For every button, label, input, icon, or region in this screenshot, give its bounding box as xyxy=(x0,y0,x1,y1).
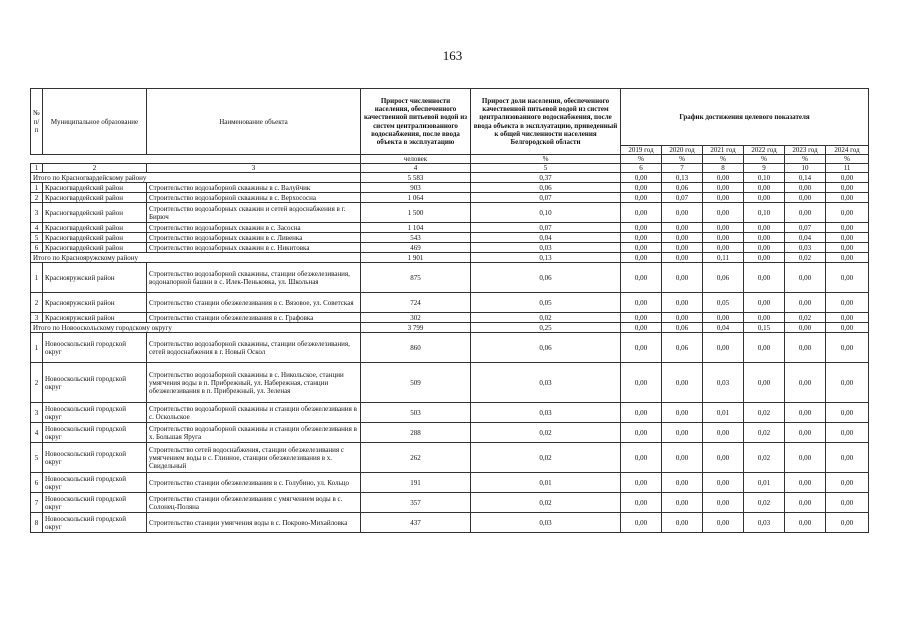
year-value-cell: 0,00 xyxy=(744,313,785,323)
year-value-cell: 0,00 xyxy=(785,333,826,363)
population-increase-cell: 262 xyxy=(361,443,471,473)
year-value-cell: 0,00 xyxy=(785,423,826,443)
year-header: 2023 год xyxy=(785,146,826,155)
row-number: 7 xyxy=(31,493,43,513)
year-header: 2021 год xyxy=(703,146,744,155)
year-value-cell: 0,00 xyxy=(621,173,662,183)
share-increase-cell: 0,06 xyxy=(471,183,621,193)
year-value-cell: 0,00 xyxy=(744,223,785,233)
year-value-cell: 0,10 xyxy=(744,173,785,183)
year-value-cell: 0,00 xyxy=(662,403,703,423)
year-value-cell: 0,00 xyxy=(662,293,703,313)
year-value-cell: 0,00 xyxy=(703,313,744,323)
object-cell: Строительство сетей водоснабжения, станции обезжелезивания с умягчением воды в с. Глинное, станции обезжелезивания в х. Свидельный xyxy=(147,443,361,473)
municipality-cell: Новооскольский городской округ xyxy=(43,423,147,443)
year-value-cell: 0,00 xyxy=(621,443,662,473)
column-number: 4 xyxy=(361,164,471,173)
municipality-cell: Новооскольский городской округ xyxy=(43,473,147,493)
year-value-cell: 0,00 xyxy=(826,193,869,203)
year-value-cell: 0,00 xyxy=(703,203,744,223)
year-value-cell: 0,00 xyxy=(662,513,703,533)
share-increase-cell: 0,02 xyxy=(471,423,621,443)
row-number: 5 xyxy=(31,443,43,473)
population-increase-cell: 503 xyxy=(361,403,471,423)
year-value-cell: 0,00 xyxy=(785,493,826,513)
year-value-cell: 0,00 xyxy=(703,513,744,533)
population-increase-cell: 875 xyxy=(361,263,471,293)
year-value-cell: 0,00 xyxy=(703,233,744,243)
year-value-cell: 0,00 xyxy=(662,313,703,323)
share-increase-cell: 0,06 xyxy=(471,263,621,293)
year-value-cell: 0,00 xyxy=(744,293,785,313)
year-value-cell: 0,00 xyxy=(826,443,869,473)
share-increase-cell: 0,06 xyxy=(471,333,621,363)
population-increase-cell: 1 901 xyxy=(361,253,471,263)
municipality-cell: Новооскольский городской округ xyxy=(43,333,147,363)
year-value-cell: 0,00 xyxy=(662,473,703,493)
year-value-cell: 0,00 xyxy=(662,243,703,253)
population-increase-cell: 1 500 xyxy=(361,203,471,223)
year-value-cell: 0,00 xyxy=(744,263,785,293)
year-header: 2020 год xyxy=(662,146,703,155)
row-number: 6 xyxy=(31,473,43,493)
page-number: 163 xyxy=(442,48,463,63)
year-value-cell: 0,00 xyxy=(662,233,703,243)
year-value-cell: 0,00 xyxy=(662,253,703,263)
year-value-cell: 0,00 xyxy=(703,193,744,203)
year-value-cell: 0,00 xyxy=(826,263,869,293)
year-value-cell: 0,00 xyxy=(826,313,869,323)
population-increase-cell: 903 xyxy=(361,183,471,193)
column-number: 1 xyxy=(31,164,43,173)
municipality-cell: Красногвардейский район xyxy=(43,233,147,243)
year-value-cell: 0,00 xyxy=(703,473,744,493)
year-value-cell: 0,00 xyxy=(703,183,744,193)
year-value-cell: 0,00 xyxy=(621,243,662,253)
population-increase-cell: 191 xyxy=(361,473,471,493)
municipality-cell: Красногвардейский район xyxy=(43,193,147,203)
year-value-cell: 0,00 xyxy=(621,233,662,243)
year-value-cell: 0,00 xyxy=(826,293,869,313)
table-row xyxy=(31,403,869,423)
table-row xyxy=(31,333,869,363)
share-increase-cell: 0,01 xyxy=(471,473,621,493)
population-increase-cell: 302 xyxy=(361,313,471,323)
population-increase-cell: 3 799 xyxy=(361,323,471,333)
year-value-cell: 0,00 xyxy=(703,243,744,253)
year-value-cell: 0,00 xyxy=(621,493,662,513)
year-value-cell: 0,00 xyxy=(621,423,662,443)
share-increase-cell: 0,03 xyxy=(471,403,621,423)
year-value-cell: 0,00 xyxy=(744,183,785,193)
total-label: Итого по Красногвардейскому району xyxy=(31,173,361,183)
table-row xyxy=(31,363,869,403)
share-increase-cell: 0,37 xyxy=(471,173,621,183)
year-value-cell: 0,00 xyxy=(662,203,703,223)
year-value-cell: 0,02 xyxy=(785,313,826,323)
year-value-cell: 0,04 xyxy=(703,323,744,333)
share-increase-cell: 0,04 xyxy=(471,233,621,243)
year-value-cell: 0,00 xyxy=(826,493,869,513)
year-value-cell: 0,04 xyxy=(785,233,826,243)
unit-year: % xyxy=(703,155,744,164)
municipality-cell: Красногвардейский район xyxy=(43,243,147,253)
year-value-cell: 0,00 xyxy=(621,363,662,403)
row-number: 3 xyxy=(31,403,43,423)
col-header-num: № п/п xyxy=(31,89,43,155)
col-header-schedule: График достижения целевого показателя xyxy=(621,89,869,146)
year-value-cell: 0,00 xyxy=(621,313,662,323)
population-increase-cell: 288 xyxy=(361,423,471,443)
table-row xyxy=(31,203,869,223)
population-increase-cell: 437 xyxy=(361,513,471,533)
year-value-cell: 0,02 xyxy=(744,493,785,513)
year-value-cell: 0,00 xyxy=(621,193,662,203)
year-value-cell: 0,00 xyxy=(826,423,869,443)
year-value-cell: 0,00 xyxy=(826,243,869,253)
share-increase-cell: 0,13 xyxy=(471,253,621,263)
share-increase-cell: 0,03 xyxy=(471,513,621,533)
unit-percent: % xyxy=(471,155,621,164)
year-value-cell: 0,00 xyxy=(662,493,703,513)
year-value-cell: 0,07 xyxy=(785,223,826,233)
year-value-cell: 0,05 xyxy=(703,293,744,313)
column-number: 2 xyxy=(43,164,147,173)
population-increase-cell: 509 xyxy=(361,363,471,403)
target-indicator-table xyxy=(30,88,869,533)
unit-year: % xyxy=(785,155,826,164)
unit-year: % xyxy=(744,155,785,164)
row-number: 4 xyxy=(31,423,43,443)
share-increase-cell: 0,02 xyxy=(471,313,621,323)
population-increase-cell: 860 xyxy=(361,333,471,363)
column-number: 9 xyxy=(744,164,785,173)
column-number: 8 xyxy=(703,164,744,173)
row-number: 2 xyxy=(31,363,43,403)
object-cell: Строительство водозаборных скважин и сетей водоснабжения в г. Бирюч xyxy=(147,203,361,223)
year-header: 2024 год xyxy=(826,146,869,155)
year-value-cell: 0,00 xyxy=(785,403,826,423)
year-value-cell: 0,00 xyxy=(785,293,826,313)
column-number: 10 xyxy=(785,164,826,173)
municipality-cell: Красногвардейский район xyxy=(43,183,147,193)
share-increase-cell: 0,03 xyxy=(471,363,621,403)
column-number: 5 xyxy=(471,164,621,173)
year-value-cell: 0,00 xyxy=(826,183,869,193)
total-row xyxy=(31,253,869,263)
row-number: 6 xyxy=(31,243,43,253)
year-value-cell: 0,00 xyxy=(785,263,826,293)
year-value-cell: 0,00 xyxy=(703,333,744,363)
year-value-cell: 0,02 xyxy=(744,443,785,473)
year-value-cell: 0,00 xyxy=(785,183,826,193)
total-label: Итого по Новооскольскому городскому округу xyxy=(31,323,361,333)
year-value-cell: 0,00 xyxy=(662,223,703,233)
table-row xyxy=(31,233,869,243)
municipality-cell: Краснояружский район xyxy=(43,263,147,293)
year-value-cell: 0,00 xyxy=(621,253,662,263)
year-value-cell: 0,00 xyxy=(826,253,869,263)
municipality-cell: Новооскольский городской округ xyxy=(43,403,147,423)
municipality-cell: Красногвардейский район xyxy=(43,223,147,233)
year-value-cell: 0,00 xyxy=(744,193,785,203)
year-value-cell: 0,00 xyxy=(621,203,662,223)
row-number: 1 xyxy=(31,183,43,193)
column-number: 11 xyxy=(826,164,869,173)
object-cell: Строительство станции обезжелезивания в с. Графовка xyxy=(147,313,361,323)
total-label: Итого по Краснояружскому району xyxy=(31,253,361,263)
year-value-cell: 0,06 xyxy=(662,183,703,193)
year-value-cell: 0,00 xyxy=(785,473,826,493)
table-row xyxy=(31,193,869,203)
year-value-cell: 0,01 xyxy=(703,403,744,423)
year-value-cell: 0,00 xyxy=(826,233,869,243)
share-increase-cell: 0,03 xyxy=(471,243,621,253)
object-cell: Строительство водозаборной скважины и станции обезжелезивания в х. Большая Яруга xyxy=(147,423,361,443)
row-number: 1 xyxy=(31,333,43,363)
table-row xyxy=(31,243,869,253)
year-header: 2022 год xyxy=(744,146,785,155)
row-number: 4 xyxy=(31,223,43,233)
table-row xyxy=(31,513,869,533)
unit-year: % xyxy=(662,155,703,164)
object-cell: Строительство водозаборной скважины в с. Никольское, станции умягчения воды в п. Прибрежный, ул. Набережная, станции обезжелезивания в п. Прибрежный, ул. Зеленая xyxy=(147,363,361,403)
year-value-cell: 0,00 xyxy=(826,223,869,233)
year-value-cell: 0,00 xyxy=(826,513,869,533)
year-value-cell: 0,00 xyxy=(662,423,703,443)
municipality-cell: Краснояружский район xyxy=(43,293,147,313)
unit-year: % xyxy=(621,155,662,164)
population-increase-cell: 1 064 xyxy=(361,193,471,203)
year-value-cell: 0,00 xyxy=(826,203,869,223)
row-number: 5 xyxy=(31,233,43,243)
table-row xyxy=(31,183,869,193)
table-row xyxy=(31,423,869,443)
row-number: 1 xyxy=(31,263,43,293)
year-value-cell: 0,11 xyxy=(703,253,744,263)
year-value-cell: 0,00 xyxy=(662,443,703,473)
population-increase-cell: 724 xyxy=(361,293,471,313)
share-increase-cell: 0,07 xyxy=(471,223,621,233)
year-value-cell: 0,00 xyxy=(785,363,826,403)
year-value-cell: 0,14 xyxy=(785,173,826,183)
year-value-cell: 0,02 xyxy=(744,403,785,423)
year-value-cell: 0,03 xyxy=(785,243,826,253)
table-row xyxy=(31,223,869,233)
column-number: 6 xyxy=(621,164,662,173)
year-value-cell: 0,00 xyxy=(826,403,869,423)
year-value-cell: 0,00 xyxy=(662,263,703,293)
population-increase-cell: 1 104 xyxy=(361,223,471,233)
object-cell: Строительство водозаборной скважины и станции обезжелезивания в с. Оскольское xyxy=(147,403,361,423)
object-cell: Строительство станции обезжелезивания с умягчением воды в с. Солонец-Поляна xyxy=(147,493,361,513)
table-row xyxy=(31,493,869,513)
year-value-cell: 0,01 xyxy=(744,473,785,493)
year-value-cell: 0,00 xyxy=(744,233,785,243)
object-cell: Строительство водозаборных скважин в с. Засосна xyxy=(147,223,361,233)
year-value-cell: 0,00 xyxy=(785,443,826,473)
col-header-municipality: Муниципальное образование xyxy=(43,89,147,155)
year-value-cell: 0,00 xyxy=(621,323,662,333)
share-increase-cell: 0,25 xyxy=(471,323,621,333)
year-value-cell: 0,02 xyxy=(785,253,826,263)
municipality-cell: Красногвардейский район xyxy=(43,203,147,223)
year-value-cell: 0,00 xyxy=(826,473,869,493)
object-cell: Строительство водозаборной скважины в с. Верхососна xyxy=(147,193,361,203)
year-value-cell: 0,00 xyxy=(744,253,785,263)
object-cell: Строительство водозаборной скважины, станции обезжелезивания, водонапорной башни в с. Илек-Пеньковка, ул. Школьная xyxy=(147,263,361,293)
year-value-cell: 0,00 xyxy=(785,203,826,223)
year-value-cell: 0,03 xyxy=(744,513,785,533)
col-header-increase-share: Прирост доли населения, обеспеченного качественной питьевой водой из систем централизованного водоснабжения, после ввода объекта в эксплуатацию, приведенный к общей численности населения Белгородской области xyxy=(471,89,621,155)
year-value-cell: 0,00 xyxy=(621,183,662,193)
year-value-cell: 0,00 xyxy=(744,363,785,403)
total-row xyxy=(31,173,869,183)
unit-year: % xyxy=(826,155,869,164)
year-value-cell: 0,00 xyxy=(703,493,744,513)
object-cell: Строительство водозаборных скважин в с. Ливенка xyxy=(147,233,361,243)
unit-people: человек xyxy=(361,155,471,164)
year-value-cell: 0,10 xyxy=(744,203,785,223)
year-value-cell: 0,00 xyxy=(826,333,869,363)
year-value-cell: 0,00 xyxy=(621,293,662,313)
year-value-cell: 0,15 xyxy=(744,323,785,333)
object-cell: Строительство водозаборной скважины, станции обезжелезивания, сетей водоснабжения в г. Новый Оскол xyxy=(147,333,361,363)
share-increase-cell: 0,02 xyxy=(471,493,621,513)
population-increase-cell: 357 xyxy=(361,493,471,513)
row-number: 2 xyxy=(31,293,43,313)
table-row xyxy=(31,443,869,473)
table-row xyxy=(31,293,869,313)
year-value-cell: 0,00 xyxy=(826,323,869,333)
population-increase-cell: 5 583 xyxy=(361,173,471,183)
year-value-cell: 0,00 xyxy=(744,333,785,363)
year-value-cell: 0,00 xyxy=(621,473,662,493)
year-header: 2019 год xyxy=(621,146,662,155)
row-number: 2 xyxy=(31,193,43,203)
object-cell: Строительство водозаборных скважин в с. Никитовка xyxy=(147,243,361,253)
year-value-cell: 0,00 xyxy=(826,173,869,183)
year-value-cell: 0,00 xyxy=(826,363,869,403)
share-increase-cell: 0,05 xyxy=(471,293,621,313)
year-value-cell: 0,00 xyxy=(744,243,785,253)
municipality-cell: Новооскольский городской округ xyxy=(43,363,147,403)
year-value-cell: 0,00 xyxy=(703,423,744,443)
column-number: 7 xyxy=(662,164,703,173)
year-value-cell: 0,00 xyxy=(703,223,744,233)
object-cell: Строительство станции обезжелезивания в с. Голубино, ул. Кольцо xyxy=(147,473,361,493)
population-increase-cell: 543 xyxy=(361,233,471,243)
municipality-cell: Новооскольский городской округ xyxy=(43,513,147,533)
table-row xyxy=(31,313,869,323)
row-number: 8 xyxy=(31,513,43,533)
total-row xyxy=(31,323,869,333)
year-value-cell: 0,00 xyxy=(621,223,662,233)
year-value-cell: 0,00 xyxy=(621,513,662,533)
object-cell: Строительство водозаборной скважины в с. Валуйчик xyxy=(147,183,361,193)
row-number: 3 xyxy=(31,203,43,223)
table-row xyxy=(31,473,869,493)
year-value-cell: 0,06 xyxy=(662,323,703,333)
year-value-cell: 0,00 xyxy=(785,323,826,333)
year-value-cell: 0,00 xyxy=(662,363,703,403)
year-value-cell: 0,00 xyxy=(703,443,744,473)
year-value-cell: 0,06 xyxy=(703,263,744,293)
municipality-cell: Новооскольский городской округ xyxy=(43,493,147,513)
year-value-cell: 0,03 xyxy=(703,363,744,403)
year-value-cell: 0,00 xyxy=(621,263,662,293)
year-value-cell: 0,00 xyxy=(785,513,826,533)
table-row xyxy=(31,263,869,293)
year-value-cell: 0,02 xyxy=(744,423,785,443)
col-header-increase-pop: Прирост численности населения, обеспеченного качественной питьевой водой из систем централизованного водоснабжения, после ввода объекта в эксплуатацию xyxy=(361,89,471,155)
year-value-cell: 0,00 xyxy=(703,173,744,183)
year-value-cell: 0,00 xyxy=(785,193,826,203)
row-number: 3 xyxy=(31,313,43,323)
col-header-object: Наименование объекта xyxy=(147,89,361,155)
column-number: 3 xyxy=(147,164,361,173)
share-increase-cell: 0,07 xyxy=(471,193,621,203)
year-value-cell: 0,06 xyxy=(662,333,703,363)
object-cell: Строительство станции обезжелезивания в с. Вязовое, ул. Советская xyxy=(147,293,361,313)
municipality-cell: Краснояружский район xyxy=(43,313,147,323)
year-value-cell: 0,13 xyxy=(662,173,703,183)
year-value-cell: 0,00 xyxy=(621,403,662,423)
year-value-cell: 0,07 xyxy=(662,193,703,203)
share-increase-cell: 0,02 xyxy=(471,443,621,473)
population-increase-cell: 469 xyxy=(361,243,471,253)
share-increase-cell: 0,10 xyxy=(471,203,621,223)
year-value-cell: 0,00 xyxy=(621,333,662,363)
municipality-cell: Новооскольский городской округ xyxy=(43,443,147,473)
object-cell: Строительство станции умягчения воды в с. Покрово-Михайловка xyxy=(147,513,361,533)
